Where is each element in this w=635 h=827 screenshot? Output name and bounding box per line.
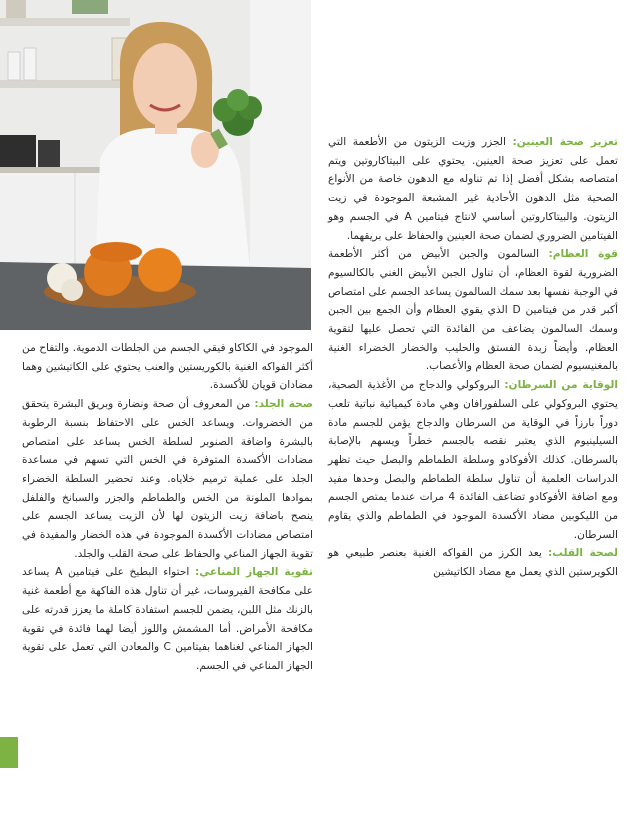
shelf-top	[0, 18, 130, 26]
text-skin: من المعروف أن صحة ونضارة وبريق البشرة يتحقق من الخضروات. ويساعد الخس على الاحتفاظ بنسبة الرطوبة بالبشرة واضافة الصنوبر لسلطة الخس يساعد على امتصاص مضادات الأكسدة المتوفرة في الخس التي تسهم في مساعدة الجلد على عملية ترميم خلاياه. وعند تحضير السلطة الخضراء بموادها الملونة من الخس والطماطم والجزر والسبانخ والفلفل ينصح باضافة زيت الزيتون لها لأن الزيت يساعد الجسم على امتصاص مضادات الأكسدة الموجودة في هذه الخضار والمفيدة في تقوية الجهاز المناعي والحفاظ على صحة القلب والجلد.	[22, 398, 313, 560]
green-side-tab	[0, 737, 18, 768]
heading-heart: لصحة القلب:	[548, 547, 618, 560]
heading-immune: تقوية الجهاز المناعي:	[194, 566, 313, 579]
heading-bones: قوة العظام:	[548, 248, 618, 261]
heading-cancer: الوقاية من السرطان:	[504, 379, 619, 392]
text-heart: يعد الكرز من الفواكه الغنية بعنصر طبيعي هو الكويرستين الذي يعمل مع مضاد الكاتيشين	[328, 547, 618, 579]
text-bones: السالمون والجبن الأبيض من أكثر الأطعمة الضرورية لقوة العظام، أن تناول الجبن الأبيض الغني بالكالسيوم في الوجبة نفسها بعد سمك السالمون يساعد الجسم على امتصاص أكبر قدر من فيتامين D الذي يقوي العظام وأن الجمع بين الجبن وسمك السالمون يضاعف من الفائدة التي تحصل عليها لتقوية العظام. وأيضاً زبدة الفستق والحليب والخضار الخضراء الغنية بالمغنيسيوم لضمان صحة العظام والأعصاب.	[328, 248, 618, 373]
toaster	[0, 135, 36, 167]
heading-eyes: تعزيز صحة العينين:	[512, 136, 618, 148]
paragraph-skin	[22, 395, 313, 563]
paragraph-bones	[328, 245, 618, 376]
text-eyes: الجزر وزيت الزيتون من الأطعمة التي تعمل على تعزيز صحة العينين. يحتوي على البيتاكاروتين ويتم امتصاصه بشكل أفضل إذا تم تناوله مع الدهون خاصة من الأنواع الصحية مثل الدهون الأحادية غير المشبعة الموجودة في زيت الزيتون. والبيتاكاروتين أساسي لانتاج فيتامين A في الجسم وهو الفيتامين الضروري لضمان صحة العينين والحفاظ على بريقهما.	[328, 136, 618, 242]
text-immune: احتواء البطيخ على فيتامين A يساعد على مكافحة الفيروسات، غير أن تناول هذه الفاكهة مع أطعمة غنية بالزنك مثل اللبن، يضمن للجسم استفادة كاملة ما يعزز قدرته على مكافحة الأمراض. أما المشمش واللوز أيضا لهما فائدة في تقوية الجهاز المناعي لغناهما بفيتامين C والمعادن التي تعمل على تقوية الجهاز المناعي في الجسم.	[22, 566, 313, 672]
face	[133, 43, 197, 127]
paragraph-immune	[22, 563, 313, 675]
kettle	[38, 140, 60, 167]
heading-skin: صحة الجلد:	[254, 398, 313, 411]
left-text-column	[22, 339, 313, 676]
text-cancer: البروكولي والدجاج من الأغذية الصحية، يحتوي البروكولي على السلفورافان وهي مادة كيميائية نباتية تلعب دوراً بارزاً في الوقاية من السرطان والدجاج يؤمن للجسم مادة السيلينيوم الذي يعتبر نقصه بالجسم خطراً ويسهم بالإصابة بالسرطان. كذلك الأفوكادو وسلطة الطماطم والبصل حيث تظهر الدراسات العلمية أن تناول سلطة الطماطم والبصل وحدها مفيد ومع اضافة الأفوكادو تضاعف الفائدة 4 مرات عندما يمتص الجسم من الليكوبين مضاد الأكسدة الموجود في الطماطم والذي يقاوم السرطان.	[328, 379, 618, 541]
right-text-column	[328, 133, 618, 582]
paragraph-cancer	[328, 376, 618, 544]
photo-illustration	[0, 0, 311, 330]
paragraph-eyes	[328, 133, 618, 245]
paragraph-intro: الموجود في الكاكاو فيقي الجسم من الجلطات الدموية. والتفاح من أكثر الفواكه الغنية بالكوريستين والعنب يحتوي على الكاتيشين وهما مضادان قويان للأكسدة.	[22, 342, 313, 392]
paragraph-heart	[328, 544, 618, 581]
woman-holding-broccoli-photo	[0, 0, 311, 330]
